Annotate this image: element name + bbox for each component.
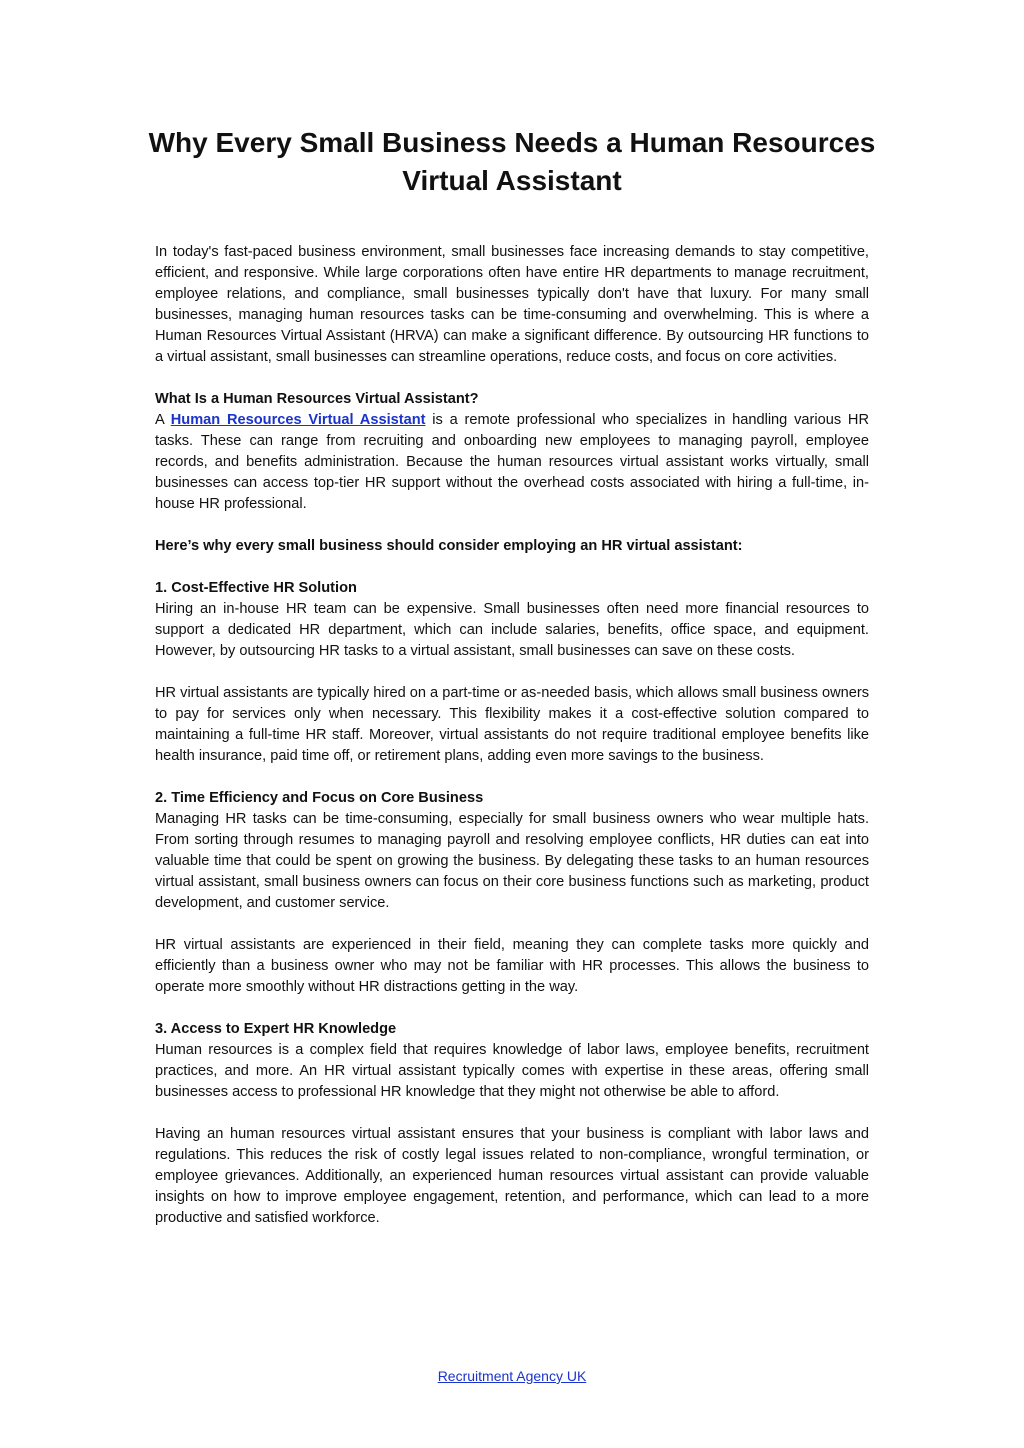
section-paragraph: Having an human resources virtual assistant ensures that your business is compliant with labor laws and regulations. This reduces the risk of costly legal issues related to non-compliance, wrongful termination, or employee grievances. Additionally, an experienced human resources virtual assistant can provide valuable insights on how to improve employee engagement, retention, and performance, which can lead to a more productive and satisfied workforce. [155, 1126, 869, 1226]
section-heading: 1. Cost-Effective HR Solution [155, 580, 357, 596]
section-1 [155, 578, 869, 662]
section-3 [155, 1019, 869, 1103]
section-paragraph: Human resources is a complex field that requires knowledge of labor laws, employee benefits, recruitment practices, and more. An HR virtual assistant typically comes with expertise in these areas, offering small businesses access to professional HR knowledge that they might not otherwise be able to afford. [155, 1042, 869, 1100]
what-is-prefix: A [155, 412, 171, 428]
section-paragraph: Managing HR tasks can be time-consuming, especially for small business owners who wear multiple hats. From sorting through resumes to managing payroll and resolving employee conflicts, HR duties can eat into valuable time that could be spent on growing the business. By delegating these tasks to an human resources virtual assistant, small business owners can focus on their core business functions such as marketing, product development, and customer service. [155, 811, 869, 911]
section-heading: 2. Time Efficiency and Focus on Core Business [155, 790, 484, 806]
what-is-text: is a remote professional who specializes in handling various HR tasks. These can range from recruiting and onboarding new employees to managing payroll, employee records, and benefits administration. Because the human resources virtual assistant works virtually, small businesses can access top-tier HR support without the overhead costs associated with hiring a full-time, in-house HR professional. [155, 412, 869, 512]
section-paragraph: Hiring an in-house HR team can be expensive. Small businesses often need more financial resources to support a dedicated HR department, which can include salaries, benefits, office space, and equipment. However, by outsourcing HR tasks to a virtual assistant, small businesses can save on these costs. [155, 601, 869, 659]
article-body [155, 242, 869, 1229]
section-paragraph: HR virtual assistants are typically hired on a part-time or as-needed basis, which allows small business owners to pay for services only when necessary. This flexibility makes it a cost-effective solution compared to maintaining a full-time HR staff. Moreover, virtual assistants do not require traditional employee benefits like health insurance, paid time off, or retirement plans, adding even more savings to the business. [155, 685, 869, 764]
what-is-heading: What Is a Human Resources Virtual Assistant? [155, 391, 479, 407]
page-title: Why Every Small Business Needs a Human Resources Virtual Assistant [148, 127, 876, 196]
footer [0, 1368, 1024, 1384]
footer-link[interactable]: Recruitment Agency UK [437, 1368, 587, 1384]
what-is-section [155, 389, 869, 515]
why-heading: Here’s why every small business should consider employing an HR virtual assistant: [155, 538, 743, 554]
hr-virtual-assistant-link[interactable]: Human Resources Virtual Assistant [170, 412, 426, 428]
section-heading: 3. Access to Expert HR Knowledge [155, 1021, 397, 1037]
section-2 [155, 788, 869, 914]
intro-paragraph: In today's fast-paced business environment, small businesses face increasing demands to stay competitive, efficient, and responsive. While large corporations often have entire HR departments to manage recruitment, employee relations, and compliance, small businesses typically don't have that luxury. For many small businesses, managing human resources tasks can be time-consuming and overwhelming. This is where a Human Resources Virtual Assistant (HRVA) can make a significant difference. By outsourcing HR functions to a virtual assistant, small businesses can streamline operations, reduce costs, and focus on core activities. [155, 244, 869, 365]
section-paragraph: HR virtual assistants are experienced in their field, meaning they can complete tasks more quickly and efficiently than a business owner who may not be familiar with HR processes. This allows the business to operate more smoothly without HR distractions getting in the way. [155, 937, 869, 995]
